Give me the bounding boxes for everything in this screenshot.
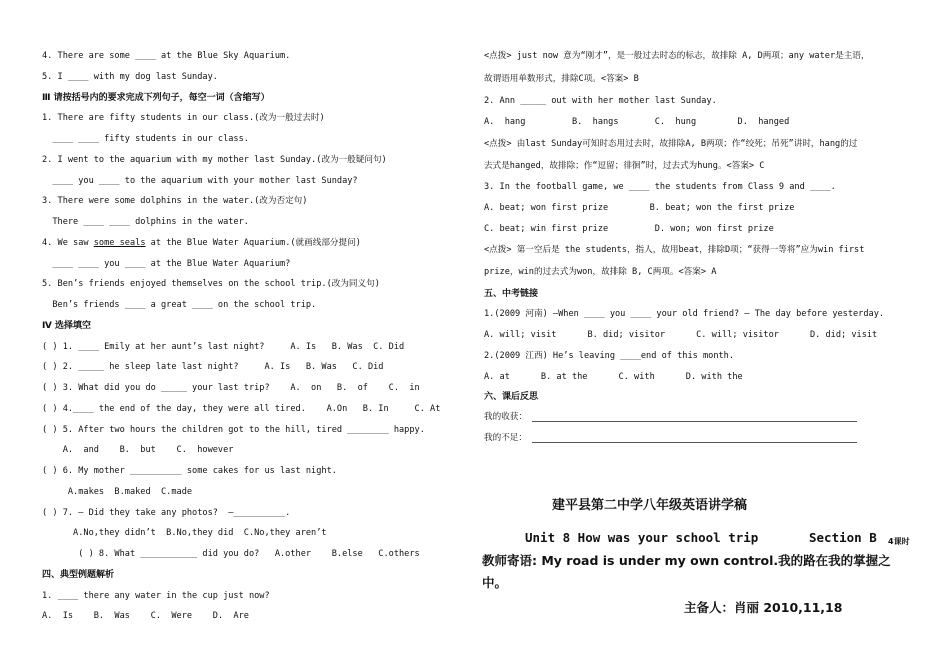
choice-question: ( ) 7. — Did they take any photos? —__________. [42, 508, 291, 518]
example-options: A. beat; won first prize B. beat; won the first prize [484, 203, 795, 213]
school-title: 建平县第二中学八年级英语讲学稿 [552, 498, 748, 513]
section-heading-six: 六、课后反思 [484, 392, 539, 402]
example-options: A. hang B. hangs C. hung D. hanged [484, 117, 790, 127]
exam-options: A. at B. at the C. with D. with the [484, 372, 743, 382]
shortcomings-answer-line[interactable] [532, 442, 857, 443]
exam-question: 2.(2009 江西) He’s leaving ____end of this month. [484, 351, 735, 361]
choice-question: ( ) 4.____ the end of the day, they were all tired. A.On B. In C. At [42, 404, 441, 414]
reflection-shortcomings-label: 我的不足： [484, 433, 527, 443]
section-heading-five: 五、中考链接 [484, 289, 539, 299]
analysis-line: 去式是hanged，故排除；作“逗留；徘徊”时，过去式为hung。<答案> C [484, 161, 765, 171]
example-question: 1. ____ there any water in the cup just now? [42, 591, 270, 601]
exercise-line: 4. There are some ____ at the Blue Sky Aquarium. [42, 51, 291, 61]
choice-question: ( ) 2. _____ he sleep late last night? A. Is B. Was C. Did [42, 362, 384, 372]
section-heading-iii: Ⅲ 请按括号内的要求完成下列句子，每空一词（含缩写） [42, 93, 270, 103]
preparer-info: 主备人：肖丽 2010,11,18 [684, 600, 843, 615]
lessons-count: 4课时 [888, 537, 910, 546]
example-options: C. beat; win first prize D. won; won first prize [484, 224, 774, 234]
underlined-phrase: some seals [93, 238, 146, 248]
choice-options: A.makes B.maked C.made [42, 487, 193, 497]
section-heading-four: 四、典型例题解析 [42, 570, 115, 580]
exercise-line: 5. Ben’s friends enjoyed themselves on the school trip.(改为同义句) [42, 279, 380, 289]
analysis-line: <点拨> just now 意为“刚才”，是一般过去时态的标志，故排除 A, D两项；any water是主语， [484, 51, 870, 61]
exercise-line: 3. There were some dolphins in the water.(改为否定句) [42, 196, 308, 206]
exam-options: A. will; visit B. did; visitor C. will; visitor D. did; visit [484, 330, 878, 340]
example-question: 2. Ann _____ out with her mother last Sunday. [484, 96, 717, 106]
example-options: A. Is B. Was C. Were D. Are [42, 611, 249, 621]
analysis-line: 故谓语用单数形式，排除C项。<答案> B [484, 74, 639, 84]
exercise-line: ____ ____ fifty students in our class. [42, 134, 249, 144]
choice-options: A.No,they didn’t B.No,they did C.No,they aren’t [42, 528, 327, 538]
exercise-line: There ____ ____ dolphins in the water. [42, 217, 249, 227]
exercise-line: 2. I went to the aquarium with my mother last Sunday.(改为一般疑问句) [42, 155, 387, 165]
reflection-gains-label: 我的收获： [484, 412, 527, 422]
choice-question: ( ) 1. ____ Emily at her aunt’s last night? A. Is B. Was C. Did [42, 342, 405, 352]
exam-question: 1.(2009 河南) —When ____ you ____ your old friend? — The day before yesterday. [484, 309, 885, 319]
analysis-line: <点拨> 由last Sunday可知时态用过去时，故排除A, B两项；作“绞死；吊死”讲时，hang的过 [484, 139, 858, 149]
exercise-line: ____ ____ you ____ at the Blue Water Aquarium? [42, 259, 291, 269]
choice-question: ( ) 8. What ___________ did you do? A.other B.else C.others [42, 549, 420, 559]
choice-question: ( ) 6. My mother __________ some cakes for us last night. [42, 466, 337, 476]
teacher-motto: 教师寄语: My road is under my own control.我的路在我的掌握之 [482, 553, 891, 568]
choice-question: ( ) 3. What did you do _____ your last trip? A. on B. of C. in [42, 383, 420, 393]
choice-options: A. and B. but C. however [42, 445, 234, 455]
teacher-motto-cont: 中。 [482, 575, 508, 590]
choice-question: ( ) 5. After two hours the children got to the hill, tired ________ happy. [42, 425, 425, 435]
exercise-line: ____ you ____ to the aquarium with your mother last Sunday? [42, 176, 358, 186]
section-heading-iv: Ⅳ 选择填空 [42, 321, 92, 331]
exercise-line: 5. I ____ with my dog last Sunday. [42, 72, 218, 82]
analysis-line: <点拨> 第一空后是 the students，指人，故用beat，排除D项；“获得一等将”应为win first [484, 245, 865, 255]
gains-answer-line[interactable] [532, 421, 857, 422]
analysis-line: prize，win的过去式为won，故排除 B, C两项。<答案> A [484, 267, 717, 277]
section-label: Section B [809, 530, 877, 545]
exercise-line: 4. We saw some seals at the Blue Water Aquarium.(就画线部分提问) [42, 238, 361, 248]
unit-title: Unit 8 How was your school trip [525, 530, 759, 545]
example-question: 3. In the football game, we ____ the students from Class 9 and ____. [484, 182, 836, 192]
exercise-line: 1. There are fifty students in our class.(改为一般过去时) [42, 113, 325, 123]
exercise-line: Ben’s friends ____ a great ____ on the school trip. [42, 300, 317, 310]
